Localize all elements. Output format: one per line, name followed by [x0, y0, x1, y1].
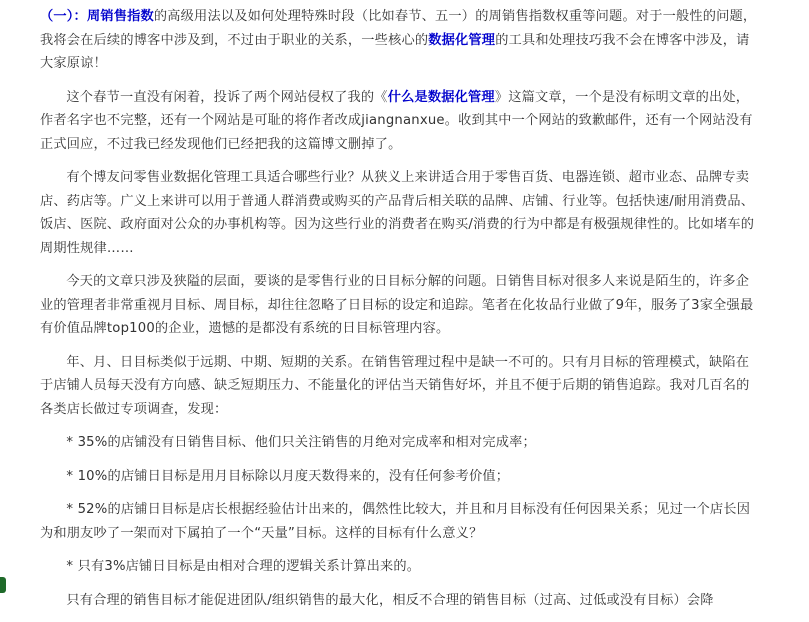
- paragraph-text: 》这篇文章，一个是没有标明文章的出处，作者名字也不完整，还有一个网站是可耻的将作者改成jiangnanxue。收到其中一个网站的致歉邮件，还有一个网站没有正式回应，不过我已经发现他们已经把我的这篇博文删掉了。: [40, 89, 753, 152]
- article-body: [40, 0, 760, 622]
- section-prefix: （一）：: [40, 9, 87, 24]
- paragraph-infringement: [40, 86, 760, 157]
- paragraph-text: 这个春节一直没有闲着，投诉了两个网站侵权了我的《: [66, 89, 388, 105]
- keyword-weekly-sales-index[interactable]: 周销售指数: [86, 9, 154, 24]
- paragraph-text: 的高级用法以及如何处理特殊时段（比如春节、五一）的周销售指数权重等问题。对于一般性的问题，我将会在后续的博客中涉及到，不过由于职业的关系，一些核心的: [40, 9, 757, 48]
- paragraph-text: 的工具和处理技巧我不会在博客中涉及，请大家原谅！: [40, 32, 750, 71]
- survey-item-52: * 52%的店铺日目标是店长根据经验估计出来的，偶然性比较大，并且和月目标没有任何因果关系；见过一个店长因为和朋友吵了一架而对下属拍了一个“天量”目标。这样的目标有什么意义？: [40, 502, 751, 541]
- paragraph-daily-target: 今天的文章只涉及狭隘的层面，要谈的是零售行业的日目标分解的问题。日销售目标对很多人来说是陌生的，许多企业的管理者非常重视月目标、周目标，却往往忽略了日目标的设定和追踪。笔者在化妆品行业做了9年，服务了3家全强最有价值品牌top100的企业，遗憾的是都没有系统的日目标管理内容。: [40, 274, 754, 336]
- paragraph-conclusion: 只有合理的销售目标才能促进团队/组织销售的最大化，相反不合理的销售目标（过高、过低或没有目标）会降: [66, 592, 714, 608]
- survey-item-3: * 只有3%店铺日目标是由相对合理的逻辑关系计算出来的。: [66, 559, 421, 574]
- survey-item-35: * 35%的店铺没有日销售目标、他们只关注销售的月绝对完成率和相对完成率；: [66, 435, 536, 450]
- paragraph-target-levels: 年、月、日目标类似于远期、中期、短期的关系。在销售管理过程中是缺一不可的。只有月目标的管理模式，缺陷在于店铺人员每天没有方向感、缺乏短期压力、不能量化的评估当天销售好坏，并且不便于后期的销售追踪。我对几百名的各类店长做过专项调查，发现：: [40, 354, 750, 417]
- side-feedback-tab[interactable]: [0, 577, 6, 593]
- article-link-what-is-data-management[interactable]: 什么是数据化管理: [387, 89, 495, 105]
- paragraph-industries: 有个博友问零售业数据化管理工具适合哪些行业？从狭义上来讲适合用于零售百货、电器连锁、超市业态、品牌专卖店、药店等。广义上来讲可以用于普通人群消费或购买的产品背后相关联的品牌、店铺、行业等。包括快速/耐用消费品、饭店、医院、政府面对公众的办事机构等。因为这些行业的消费者在购买/消费的行为中都是有极强规律性的。比如堵车的周期性规律……: [40, 170, 755, 256]
- survey-item-10: * 10%的店铺日目标是用月目标除以月度天数得来的，没有任何参考价值；: [66, 468, 510, 484]
- paragraph-intro: [40, 5, 760, 76]
- keyword-data-management[interactable]: 数据化管理: [428, 32, 496, 48]
